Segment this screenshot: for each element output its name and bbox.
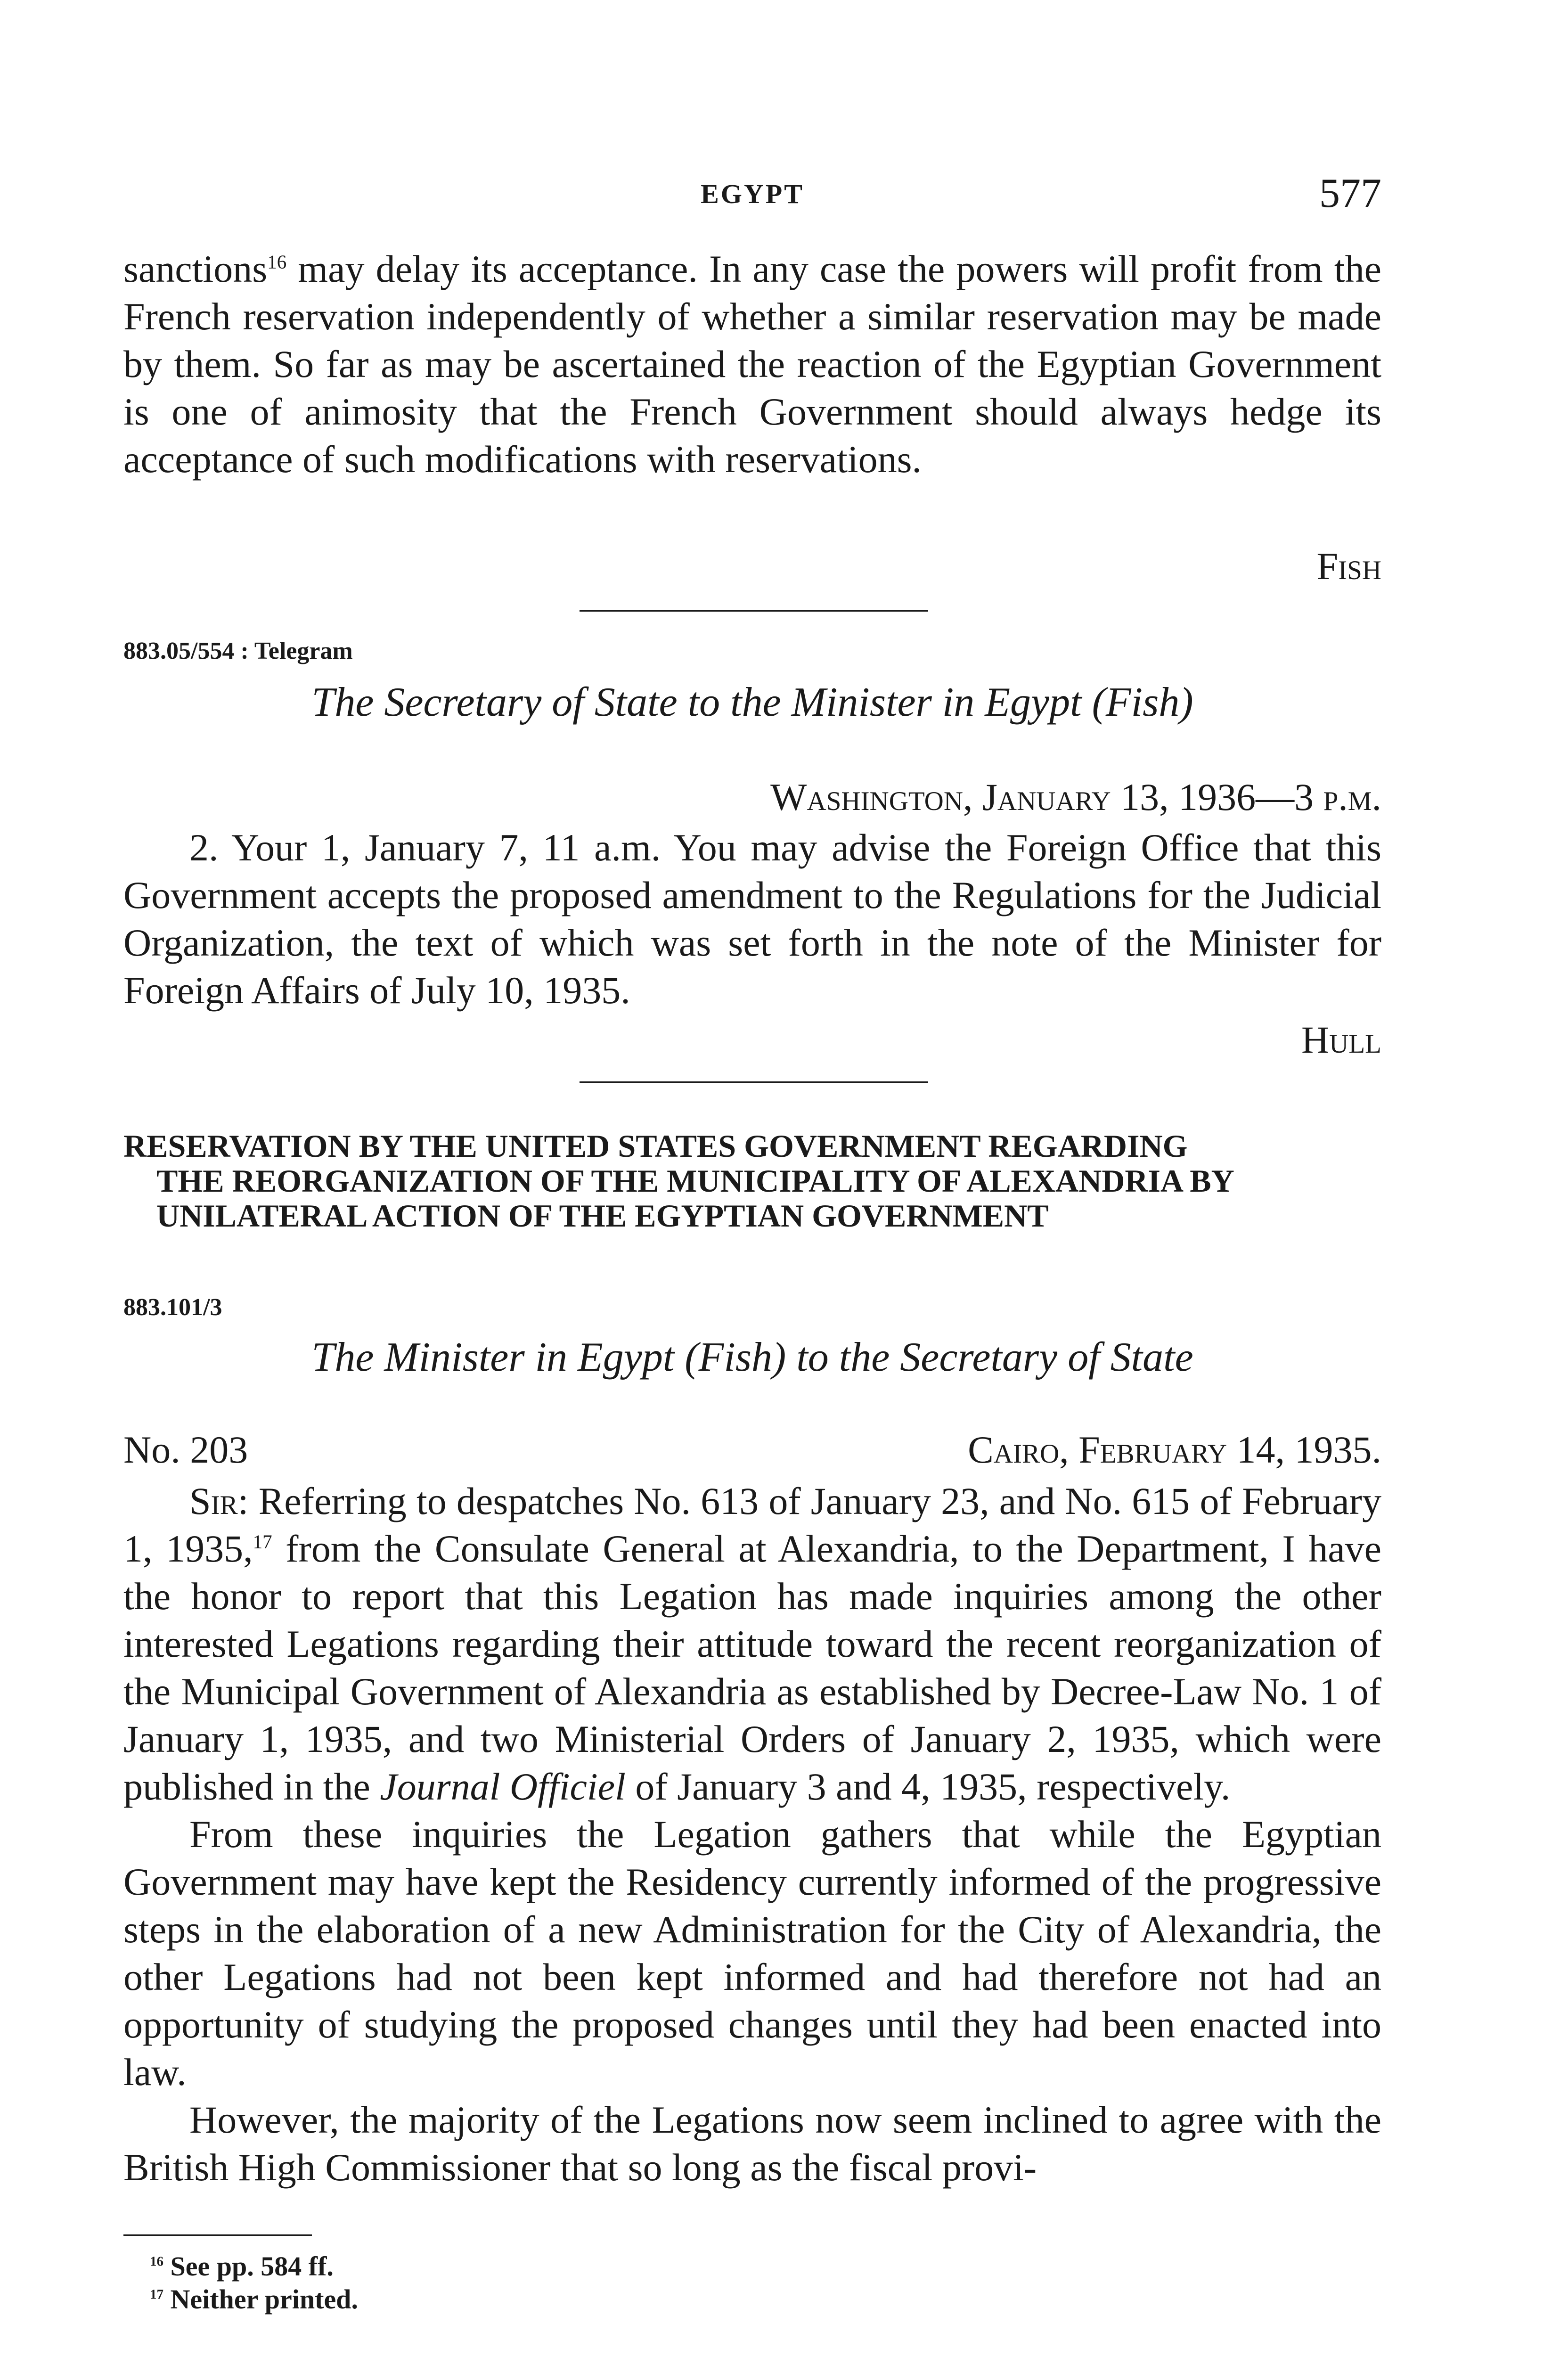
despatch-number: No. 203 [123, 1428, 248, 1471]
footnote-16: $^{16}$ See pp. 584 ff. [150, 2251, 334, 2282]
footnotes [150, 2250, 358, 2316]
telegram-title: The Secretary of State to the Minister in Egypt (Fish) [311, 679, 1193, 725]
despatch-dateline: Cairo, February 14, 1935. [968, 1428, 1381, 1471]
section-divider-2 [580, 1081, 928, 1083]
continuation-text: may delay its acceptance. In any case the powers will profit from the French reservation independently of whether a similar reservation may be made by them. So far as may be ascertained the reaction of the Egyptian Government is one of animosity that the French Government should always hedge its acceptance of such modifications with reservations. [123, 247, 1381, 481]
continuation-lead: sanctions [123, 247, 268, 290]
despatch-paragraph-3: However, the majority of the Legations now seem inclined to agree with the British High Commissioner that so long as the fiscal provi- [123, 2098, 1381, 2189]
despatch-title: The Minister in Egypt (Fish) to the Secretary of State [311, 1334, 1193, 1380]
signature-hull: Hull [1301, 1018, 1381, 1061]
page-header [123, 170, 1381, 221]
footnote-17: $^{17}$ Neither printed. [150, 2284, 358, 2315]
footnote-ref-16: 16 [267, 251, 287, 273]
section-title-line-1: RESERVATION BY THE UNITED STATES GOVERNMENT REGARDING [123, 1128, 1188, 1164]
running-head: EGYPT [701, 179, 804, 209]
despatch-body [123, 1477, 1381, 2191]
footnote-divider [123, 2234, 312, 2236]
section-title-line-2: THE REORGANIZATION OF THE MUNICIPALITY OF ALEXANDRIA BY [156, 1163, 1234, 1199]
section-title [123, 1129, 1381, 1233]
continuation-paragraph [123, 245, 1381, 483]
page-number: 577 [1319, 171, 1381, 216]
footnote-ref-17: 17 [253, 1530, 272, 1553]
despatch-paragraph-2: From these inquiries the Legation gathers that while the Egyptian Government may have kept the Residency currently informed of the progressive steps in the elaboration of a new Administration for the City of Alexandria, the other Legations had not been kept informed and had therefore not had an opportunity of studying the proposed changes until they had been enacted into law. [123, 1813, 1381, 2094]
section-title-line-3: UNILATERAL ACTION OF THE EGYPTIAN GOVERNMENT [156, 1198, 1049, 1234]
journal-title: Journal Officiel [380, 1765, 626, 1808]
telegram-dateline: Washington, January 13, 1936—3 p.m. [770, 776, 1381, 818]
file-ref-despatch: 883.101/3 [123, 1294, 222, 1321]
file-ref-telegram: 883.05/554 : Telegram [123, 638, 353, 664]
salutation: Sir: [189, 1480, 249, 1522]
section-divider-1 [580, 610, 928, 612]
telegram-body [123, 824, 1381, 1014]
signature-fish: Fish [1316, 545, 1381, 588]
telegram-body-text: 2. Your 1, January 7, 11 a.m. You may advise the Foreign Office that this Government accepts the proposed amendment to the Regulations for the Judicial Organization, the text of which was set forth in the note of the Minister for Foreign Affairs of July 10, 1935. [123, 826, 1381, 1012]
despatch-paragraph-1: Sir: Referring to despatches No. 613 of January 23, and No. 615 of February 1, 1935,17 from the Consulate General at Alexandria, to the Department, I have the honor to report that this Legation has made inquiries among the other interested Legations regarding their attitude toward the recent reorganization of the Municipal Government of Alexandria as established by Decree-Law No. 1 of January 1, 1935, and two Ministerial Orders of January 2, 1935, which were published in the Journal Officiel of January 3 and 4, 1935, respectively. [123, 1480, 1381, 1808]
